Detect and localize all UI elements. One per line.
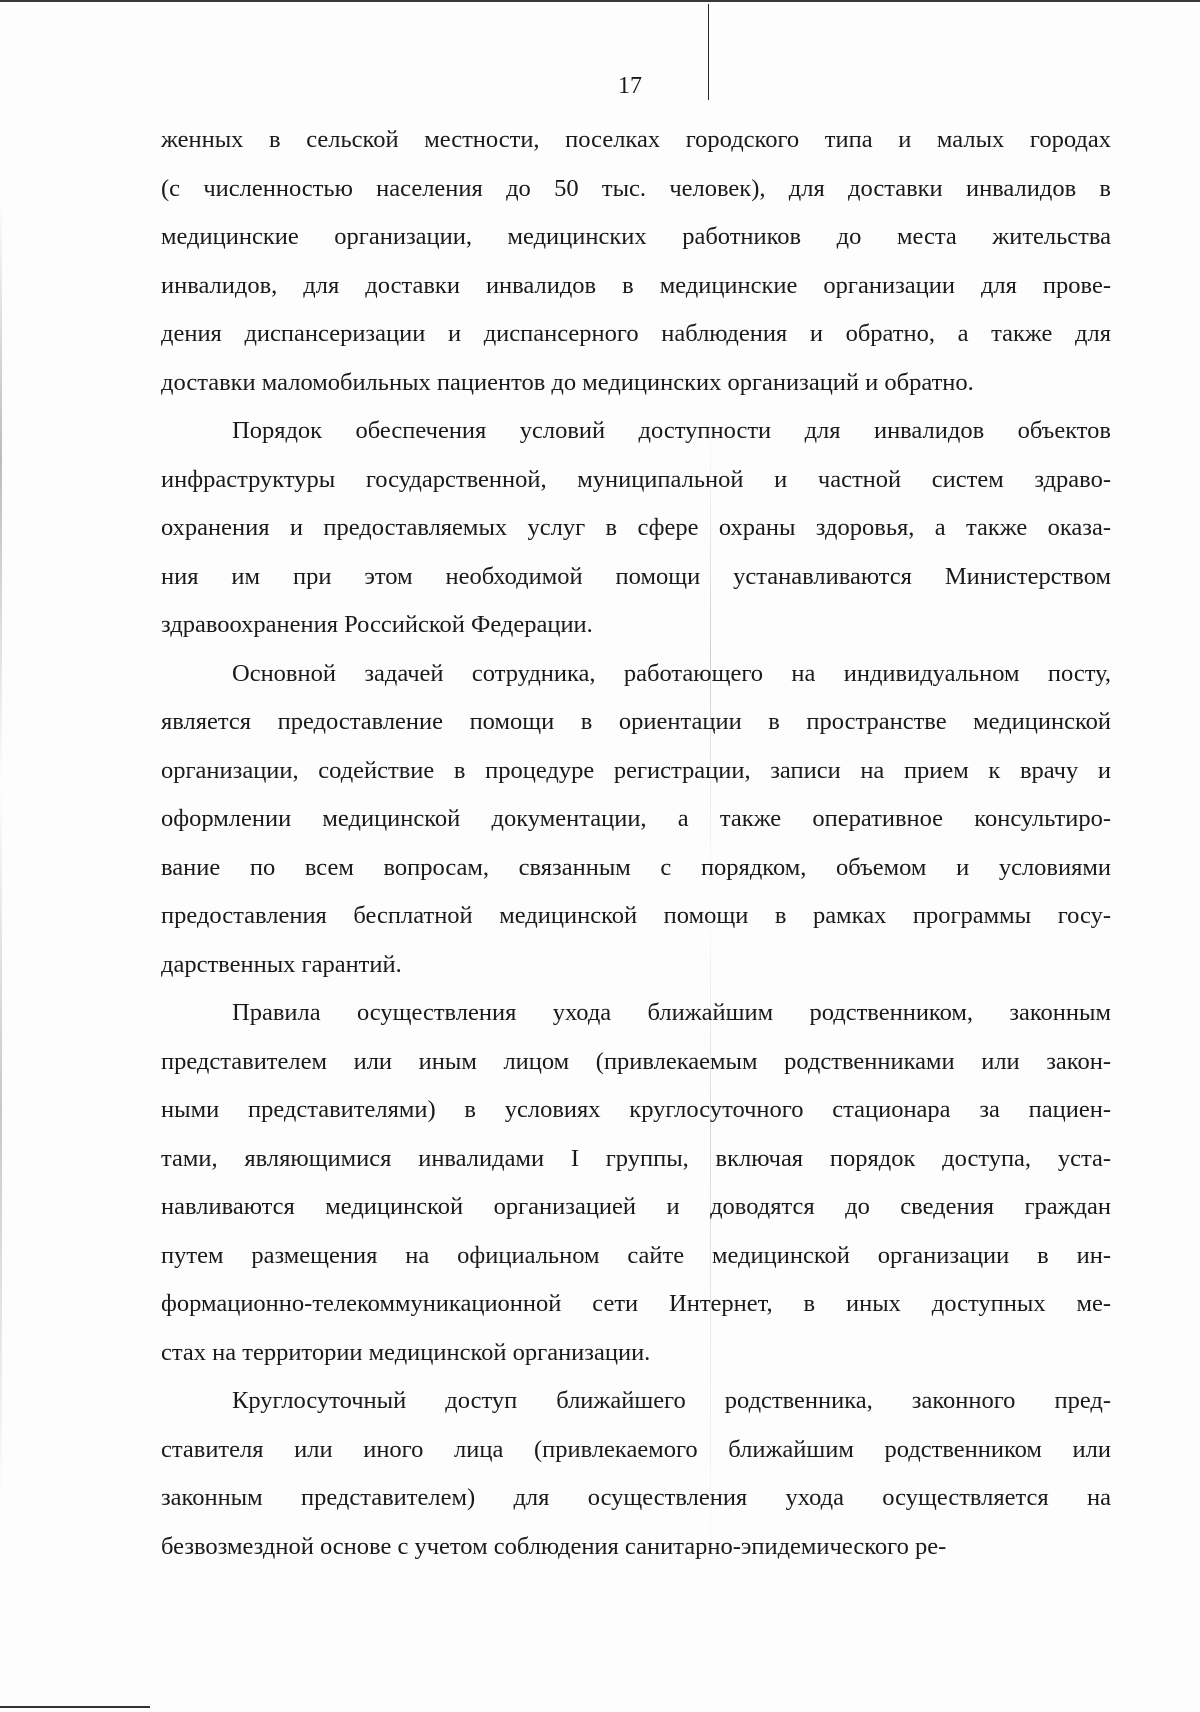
document-body (161, 116, 1111, 1571)
text-line: доставки маломобильных пациентов до медицинских организаций и обратно. (161, 368, 974, 396)
text-line: здравоохранения Российской Федерации. (161, 611, 593, 638)
text-line: дения диспансеризации и диспансерного наблюдения и обратно, а также для (161, 320, 1111, 347)
text-line: путем размещения на официальном сайте медицинской организации в ин- (161, 1241, 1111, 1269)
text-line: предоставления бесплатной медицинской помощи в рамках программы госу- (161, 902, 1111, 929)
text-line: является предоставление помощи в ориентации в пространстве медицинской (161, 708, 1111, 735)
page-number: 17 (618, 73, 642, 99)
paragraph (161, 407, 1111, 650)
paragraph (161, 650, 1111, 990)
text-line: Порядок обеспечения условий доступности для инвалидов объектов (232, 417, 1111, 444)
scan-artifact-top-line (0, 0, 1200, 2)
text-line: Круглосуточный доступ ближайшего родственника, законного пред- (232, 1387, 1111, 1414)
text-line: тами, являющимися инвалидами I группы, включая порядок доступа, уста- (161, 1144, 1111, 1172)
paragraph (161, 1377, 1111, 1571)
text-line: организации, содействие в процедуре регистрации, записи на прием к врачу и (161, 756, 1111, 784)
text-line: медицинские организации, медицинских работников до места жительства (161, 223, 1111, 250)
text-line: вание по всем вопросам, связанным с порядком, объемом и условиями (161, 853, 1111, 881)
scan-artifact-left-edge (0, 200, 2, 1500)
text-line: законным представителем) для осуществления ухода осуществляется на (161, 1484, 1111, 1511)
text-line: ния им при этом необходимой помощи устанавливаются Министерством (161, 562, 1111, 590)
scan-artifact-bottom-line (0, 1706, 150, 1708)
text-line: инфраструктуры государственной, муниципальной и частной систем здраво- (161, 465, 1111, 493)
text-line: оформлении медицинской документации, а также оперативное консультиро- (161, 805, 1111, 832)
text-line: Основной задачей сотрудника, работающего на индивидуальном посту, (232, 659, 1111, 687)
text-line: навливаются медицинской организацией и доводятся до сведения граждан (161, 1193, 1111, 1220)
paragraph (161, 116, 1111, 407)
text-line: представителем или иным лицом (привлекаемым родственниками или закон- (161, 1047, 1111, 1075)
text-line: Правила осуществления ухода ближайшим родственником, законным (232, 999, 1111, 1026)
text-line: охранения и предоставляемых услуг в сфере охраны здоровья, а также оказа- (161, 514, 1111, 541)
text-line: женных в сельской местности, поселках городского типа и малых городах (161, 126, 1111, 153)
text-line: безвозмездной основе с учетом соблюдения санитарно-эпидемического ре- (161, 1532, 947, 1560)
paragraph (161, 989, 1111, 1377)
text-line: стах на территории медицинской организации. (161, 1338, 651, 1366)
text-line: инвалидов, для доставки инвалидов в медицинские организации для прове- (161, 271, 1111, 299)
text-line: ными представителями) в условиях круглосуточного стационара за пациен- (161, 1096, 1111, 1123)
text-line: формационно-телекоммуникационной сети Интернет, в иных доступных ме- (161, 1290, 1111, 1317)
text-line: ставителя или иного лица (привлекаемого ближайшим родственником или (161, 1435, 1111, 1463)
text-line: дарственных гарантий. (161, 950, 402, 978)
text-line: (с численностью населения до 50 тыс. человек), для доставки инвалидов в (161, 174, 1111, 202)
